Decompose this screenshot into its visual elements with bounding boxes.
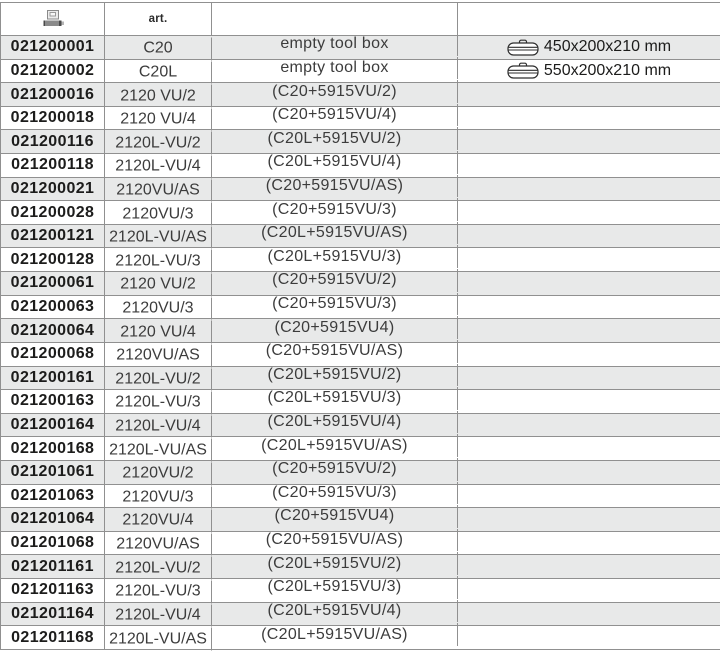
description-cell: (C20L+5915VU/4) [212,600,458,623]
code-cell: 021200063 [1,296,105,319]
code-cell: 021201161 [1,555,105,578]
dimensions-text: 550x200x210 mm [543,61,672,79]
code-cell: 021201061 [1,461,105,484]
dimensions-cell [458,178,720,201]
dimensions-cell [458,83,720,106]
dimensions-cell [458,603,720,626]
dimensions-cell [458,390,720,413]
code-cell: 021201163 [1,579,105,602]
dimensions-cell [458,555,720,578]
header-code-cell [1,3,105,35]
table-header-row [1,3,720,36]
dimensions-cell [458,130,720,153]
dimensions-cell [458,414,720,437]
description-cell: (C20+5915VU/4) [212,104,458,127]
dimensions-cell [458,296,720,319]
dimensions-cell [458,201,720,224]
dimensions-cell [458,248,720,271]
art-cell: 2120VU/2 [105,462,212,485]
description-cell: (C20L+5915VU/AS) [212,623,458,646]
code-cell: 021200121 [1,225,105,248]
table-row [1,626,720,650]
header-art-cell [105,3,212,35]
dimensions-cell [458,461,720,484]
code-cell: 021201063 [1,485,105,508]
art-cell: 2120VU/AS [105,533,212,556]
code-cell: 021200128 [1,248,105,271]
dimensions-cell [458,272,720,295]
code-cell: 021200018 [1,107,105,130]
code-cell: 021200061 [1,272,105,295]
description-cell: (C20+5915VU/3) [212,482,458,505]
description-cell: (C20+5915VU4) [212,316,458,339]
description-cell: (C20L+5915VU/2) [212,127,458,150]
code-cell: 021200116 [1,130,105,153]
description-cell: (C20L+5915VU/3) [212,387,458,410]
code-cell: 021200028 [1,201,105,224]
code-cell: 021201068 [1,532,105,555]
art-cell: 2120L-VU/AS [105,226,212,249]
art-cell: 2120L-VU/3 [105,250,212,273]
art-cell: 2120L-VU/4 [105,604,212,627]
toolbox-icon [507,39,539,56]
dimensions-cell [458,225,720,248]
description-cell: (C20L+5915VU/2) [212,552,458,575]
description-cell: (C20+5915VU/3) [212,198,458,221]
code-cell: 021200068 [1,343,105,366]
art-cell: C20 [105,38,212,61]
description-cell: (C20L+5915VU/4) [212,411,458,434]
art-cell: 2120L-VU/4 [105,415,212,438]
art-cell: 2120L-VU/2 [105,132,212,155]
dimensions-cell [458,579,720,602]
header-description-cell [212,3,458,35]
art-cell: 2120VU/3 [105,203,212,226]
dimensions-cell [458,626,720,649]
code-cell: 021200016 [1,83,105,106]
description-cell: (C20L+5915VU/3) [212,576,458,599]
description-cell: (C20+5915VU/2) [212,269,458,292]
description-cell: (C20L+5915VU/AS) [212,434,458,457]
description-cell: empty tool box [212,33,458,56]
header-art-label: art. [148,13,168,25]
code-cell: 021201164 [1,603,105,626]
description-cell: (C20L+5915VU/3) [212,245,458,268]
barcode-device-icon [41,9,65,29]
code-cell: 021200021 [1,178,105,201]
dimensions-text: 450x200x210 mm [543,38,672,56]
description-cell: (C20+5915VU/2) [212,458,458,481]
art-cell: 2120 VU/2 [105,274,212,297]
art-cell: 2120L-VU/AS [105,439,212,462]
header-dimensions-cell [458,3,720,35]
art-cell: 2120L-VU/3 [105,392,212,415]
description-cell: (C20+5915VU/AS) [212,529,458,552]
dimensions-cell [458,343,720,366]
description-cell: (C20+5915VU4) [212,505,458,528]
description-cell: empty tool box [212,57,458,80]
toolbox-icon [507,62,539,79]
dimensions-cell [458,508,720,531]
code-cell: 021200002 [1,60,105,83]
art-cell: C20L [105,61,212,84]
code-cell: 021201064 [1,508,105,531]
dimensions-cell [458,60,720,83]
code-cell: 021200118 [1,154,105,177]
art-cell: 2120VU/AS [105,179,212,202]
code-cell: 021200168 [1,437,105,460]
dimensions-cell [458,532,720,555]
description-cell: (C20L+5915VU/2) [212,364,458,387]
dimensions-cell [458,437,720,460]
dimensions-cell [458,367,720,390]
art-cell: 2120L-VU/3 [105,581,212,604]
art-cell: 2120VU/4 [105,510,212,533]
code-cell: 021200163 [1,390,105,413]
dimensions-cell [458,485,720,508]
art-cell: 2120VU/3 [105,297,212,320]
code-cell: 021200161 [1,367,105,390]
code-cell: 021200001 [1,36,105,59]
code-cell: 021200164 [1,414,105,437]
description-cell: (C20L+5915VU/4) [212,151,458,174]
dimensions-cell [458,154,720,177]
dimensions-cell [458,319,720,342]
description-cell: (C20+5915VU/AS) [212,175,458,198]
art-cell: 2120L-VU/2 [105,368,212,391]
art-cell: 2120VU/3 [105,486,212,509]
catalog-table [0,2,720,650]
description-cell: (C20+5915VU/2) [212,80,458,103]
art-cell: 2120L-VU/AS [105,628,212,651]
table-body [1,36,720,650]
dimensions-cell [458,36,720,59]
dimensions-cell [458,107,720,130]
art-cell: 2120 VU/2 [105,85,212,108]
code-cell: 021201168 [1,626,105,649]
art-cell: 2120VU/AS [105,344,212,367]
description-cell: (C20+5915VU/3) [212,293,458,316]
art-cell: 2120L-VU/2 [105,557,212,580]
art-cell: 2120 VU/4 [105,108,212,131]
code-cell: 021200064 [1,319,105,342]
art-cell: 2120L-VU/4 [105,156,212,179]
art-cell: 2120 VU/4 [105,321,212,344]
description-cell: (C20+5915VU/AS) [212,340,458,363]
description-cell: (C20L+5915VU/AS) [212,222,458,245]
